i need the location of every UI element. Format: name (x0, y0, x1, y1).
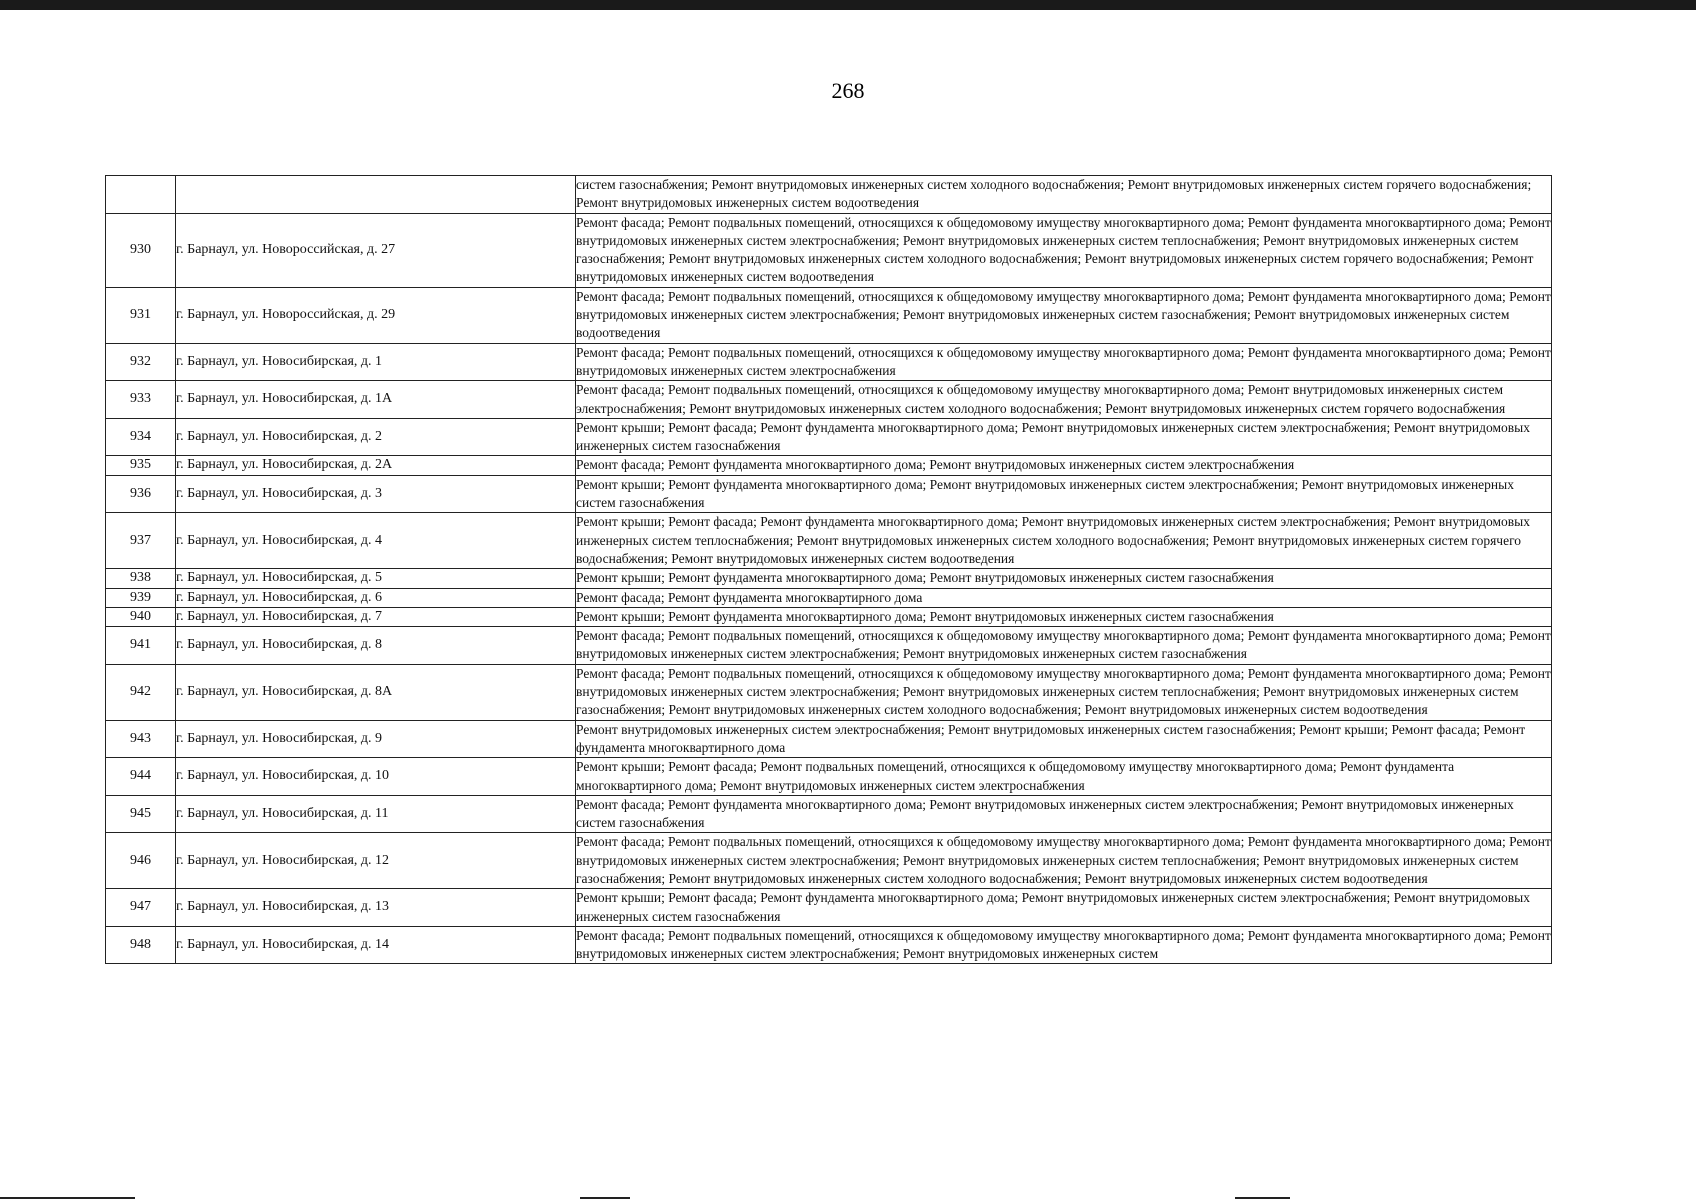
address-cell: г. Барнаул, ул. Новосибирская, д. 7 (176, 607, 576, 626)
scan-bottom-mark (0, 1197, 135, 1199)
table-row (106, 607, 1552, 626)
num-cell: 933 (106, 381, 176, 419)
works-cell: систем газоснабжения; Ремонт внутридомовых инженерных систем холодного водоснабжения; Ремонт внутридомовых инженерных систем горячего водоснабжения; Ремонт внутридомовых инженерных систем водоотведения (576, 176, 1552, 214)
address-cell: г. Барнаул, ул. Новороссийская, д. 27 (176, 213, 576, 287)
table-row (106, 569, 1552, 588)
address-cell: г. Барнаул, ул. Новосибирская, д. 11 (176, 795, 576, 833)
num-cell: 946 (106, 833, 176, 889)
address-cell: г. Барнаул, ул. Новосибирская, д. 8 (176, 627, 576, 665)
num-cell: 943 (106, 720, 176, 758)
works-cell: Ремонт фасада; Ремонт фундамента многоквартирного дома (576, 588, 1552, 607)
address-cell: г. Барнаул, ул. Новосибирская, д. 2А (176, 456, 576, 475)
address-cell (176, 176, 576, 214)
num-cell: 934 (106, 418, 176, 456)
works-cell: Ремонт фасада; Ремонт подвальных помещений, относящихся к общедомовому имуществу многоквартирного дома; Ремонт внутридомовых инженерных систем электроснабжения; Ремонт внутридомовых инженерных систем холодного водоснабжения; Ремонт внутридомовых инженерных систем горячего водоснабжения (576, 381, 1552, 419)
works-cell: Ремонт фасада; Ремонт подвальных помещений, относящихся к общедомовому имуществу многоквартирного дома; Ремонт фундамента многоквартирного дома; Ремонт внутридомовых инженерных систем электроснабжения; Ремонт внутридомовых инженерных систем газоснабжения (576, 627, 1552, 665)
works-cell: Ремонт крыши; Ремонт фасада; Ремонт фундамента многоквартирного дома; Ремонт внутридомовых инженерных систем электроснабжения; Ремонт внутридомовых инженерных систем теплоснабжения; Ремонт внутридомовых инженерных систем холодного водоснабжения; Ремонт внутридомовых инженерных систем горячего водоснабжения; Ремонт внутридомовых инженерных систем водоотведения (576, 513, 1552, 569)
table-row (106, 343, 1552, 381)
table-row (106, 456, 1552, 475)
num-cell: 941 (106, 627, 176, 665)
table-body (106, 176, 1552, 964)
scan-bottom-mark (1235, 1197, 1290, 1199)
table-row (106, 213, 1552, 287)
page-number: 268 (831, 78, 865, 103)
table-row (106, 720, 1552, 758)
table-row (106, 889, 1552, 927)
num-cell: 938 (106, 569, 176, 588)
address-cell: г. Барнаул, ул. Новосибирская, д. 14 (176, 926, 576, 964)
address-cell: г. Барнаул, ул. Новосибирская, д. 2 (176, 418, 576, 456)
works-cell: Ремонт фасада; Ремонт подвальных помещений, относящихся к общедомовому имуществу многоквартирного дома; Ремонт фундамента многоквартирного дома; Ремонт внутридомовых инженерных систем электроснабжения; Ремонт внутридомовых инженерных систем газоснабжения; Ремонт внутридомовых инженерных систем водоотведения (576, 287, 1552, 343)
table-row (106, 758, 1552, 796)
num-cell: 940 (106, 607, 176, 626)
num-cell: 939 (106, 588, 176, 607)
works-cell: Ремонт фасада; Ремонт фундамента многоквартирного дома; Ремонт внутридомовых инженерных систем электроснабжения; Ремонт внутридомовых инженерных систем газоснабжения (576, 795, 1552, 833)
num-cell: 930 (106, 213, 176, 287)
works-cell: Ремонт фасада; Ремонт подвальных помещений, относящихся к общедомовому имуществу многоквартирного дома; Ремонт фундамента многоквартирного дома; Ремонт внутридомовых инженерных систем электроснабжения; Ремонт внутридомовых инженерных систем теплоснабжения; Ремонт внутридомовых инженерных систем газоснабжения; Ремонт внутридомовых инженерных систем холодного водоснабжения; Ремонт внутридомовых инженерных систем горячего водоснабжения; Ремонт внутридомовых инженерных систем водоотведения (576, 213, 1552, 287)
works-cell: Ремонт фасада; Ремонт фундамента многоквартирного дома; Ремонт внутридомовых инженерных систем электроснабжения (576, 456, 1552, 475)
repair-works-table (105, 175, 1552, 964)
address-cell: г. Барнаул, ул. Новосибирская, д. 13 (176, 889, 576, 927)
num-cell: 947 (106, 889, 176, 927)
num-cell: 942 (106, 664, 176, 720)
works-cell: Ремонт внутридомовых инженерных систем электроснабжения; Ремонт внутридомовых инженерных систем газоснабжения; Ремонт крыши; Ремонт фасада; Ремонт фундамента многоквартирного дома (576, 720, 1552, 758)
table-row (106, 287, 1552, 343)
table-row (106, 381, 1552, 419)
address-cell: г. Барнаул, ул. Новосибирская, д. 3 (176, 475, 576, 513)
num-cell: 948 (106, 926, 176, 964)
table-row (106, 926, 1552, 964)
scan-top-edge (0, 0, 1696, 10)
works-cell: Ремонт крыши; Ремонт фундамента многоквартирного дома; Ремонт внутридомовых инженерных систем газоснабжения (576, 569, 1552, 588)
table-row (106, 513, 1552, 569)
works-cell: Ремонт крыши; Ремонт фасада; Ремонт подвальных помещений, относящихся к общедомовому имуществу многоквартирного дома; Ремонт фундамента многоквартирного дома; Ремонт внутридомовых инженерных систем электроснабжения (576, 758, 1552, 796)
address-cell: г. Барнаул, ул. Новосибирская, д. 5 (176, 569, 576, 588)
address-cell: г. Барнаул, ул. Новороссийская, д. 29 (176, 287, 576, 343)
works-cell: Ремонт фасада; Ремонт подвальных помещений, относящихся к общедомовому имуществу многоквартирного дома; Ремонт фундамента многоквартирного дома; Ремонт внутридомовых инженерных систем электроснабжения; Ремонт внутридомовых инженерных систем (576, 926, 1552, 964)
scan-bottom-mark (580, 1197, 630, 1199)
table-row (106, 418, 1552, 456)
works-cell: Ремонт крыши; Ремонт фасада; Ремонт фундамента многоквартирного дома; Ремонт внутридомовых инженерных систем электроснабжения; Ремонт внутридомовых инженерных систем газоснабжения (576, 418, 1552, 456)
num-cell: 935 (106, 456, 176, 475)
table-row (106, 176, 1552, 214)
works-cell: Ремонт крыши; Ремонт фасада; Ремонт фундамента многоквартирного дома; Ремонт внутридомовых инженерных систем электроснабжения; Ремонт внутридомовых инженерных систем газоснабжения (576, 889, 1552, 927)
num-cell: 944 (106, 758, 176, 796)
works-cell: Ремонт крыши; Ремонт фундамента многоквартирного дома; Ремонт внутридомовых инженерных систем газоснабжения (576, 607, 1552, 626)
num-cell (106, 176, 176, 214)
table-row (106, 627, 1552, 665)
works-cell: Ремонт фасада; Ремонт подвальных помещений, относящихся к общедомовому имуществу многоквартирного дома; Ремонт фундамента многоквартирного дома; Ремонт внутридомовых инженерных систем электроснабжения; Ремонт внутридомовых инженерных систем теплоснабжения; Ремонт внутридомовых инженерных систем газоснабжения; Ремонт внутридомовых инженерных систем холодного водоснабжения; Ремонт внутридомовых инженерных систем водоотведения (576, 664, 1552, 720)
address-cell: г. Барнаул, ул. Новосибирская, д. 12 (176, 833, 576, 889)
address-cell: г. Барнаул, ул. Новосибирская, д. 1А (176, 381, 576, 419)
works-cell: Ремонт фасада; Ремонт подвальных помещений, относящихся к общедомовому имуществу многоквартирного дома; Ремонт фундамента многоквартирного дома; Ремонт внутридомовых инженерных систем электроснабжения; Ремонт внутридомовых инженерных систем теплоснабжения; Ремонт внутридомовых инженерных систем газоснабжения; Ремонт внутридомовых инженерных систем холодного водоснабжения; Ремонт внутридомовых инженерных систем водоотведения (576, 833, 1552, 889)
num-cell: 945 (106, 795, 176, 833)
num-cell: 936 (106, 475, 176, 513)
address-cell: г. Барнаул, ул. Новосибирская, д. 8А (176, 664, 576, 720)
address-cell: г. Барнаул, ул. Новосибирская, д. 4 (176, 513, 576, 569)
address-cell: г. Барнаул, ул. Новосибирская, д. 6 (176, 588, 576, 607)
table-row (106, 795, 1552, 833)
address-cell: г. Барнаул, ул. Новосибирская, д. 10 (176, 758, 576, 796)
num-cell: 932 (106, 343, 176, 381)
num-cell: 937 (106, 513, 176, 569)
table-row (106, 833, 1552, 889)
num-cell: 931 (106, 287, 176, 343)
address-cell: г. Барнаул, ул. Новосибирская, д. 1 (176, 343, 576, 381)
table-row (106, 475, 1552, 513)
works-cell: Ремонт фасада; Ремонт подвальных помещений, относящихся к общедомовому имуществу многоквартирного дома; Ремонт фундамента многоквартирного дома; Ремонт внутридомовых инженерных систем электроснабжения (576, 343, 1552, 381)
table-row (106, 664, 1552, 720)
table-row (106, 588, 1552, 607)
works-cell: Ремонт крыши; Ремонт фундамента многоквартирного дома; Ремонт внутридомовых инженерных систем электроснабжения; Ремонт внутридомовых инженерных систем газоснабжения (576, 475, 1552, 513)
address-cell: г. Барнаул, ул. Новосибирская, д. 9 (176, 720, 576, 758)
